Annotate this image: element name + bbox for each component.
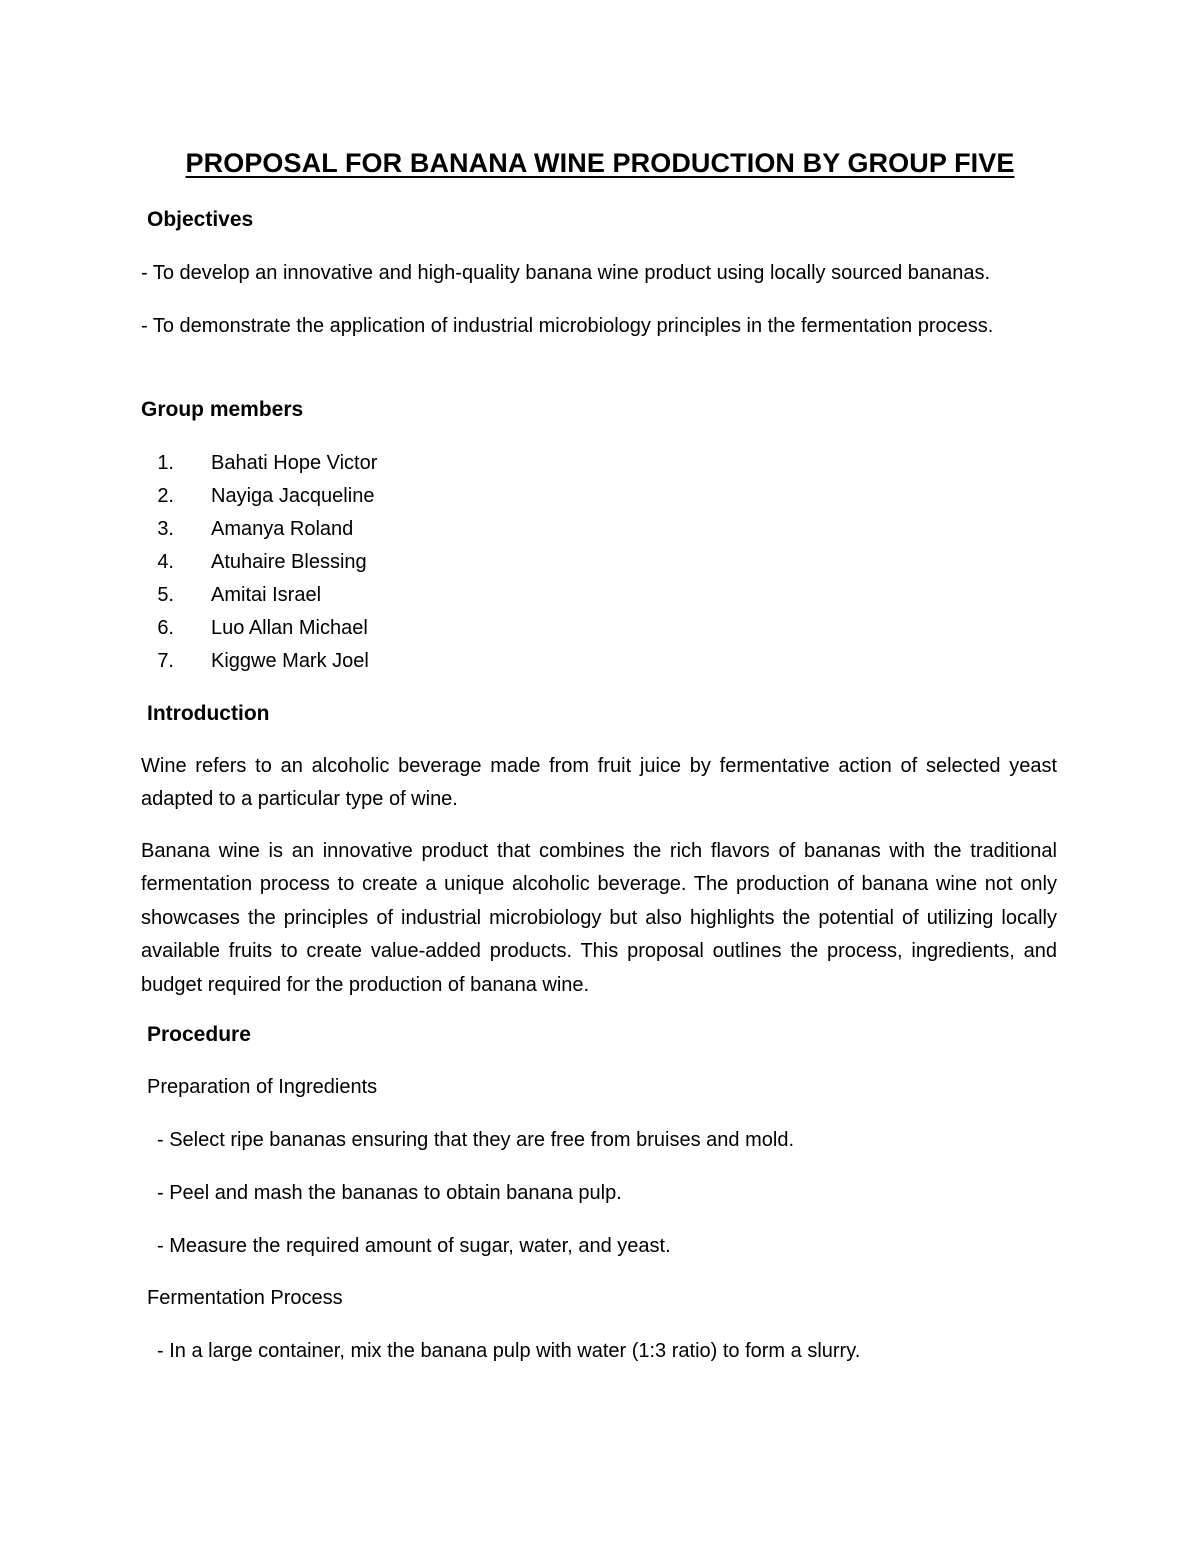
member-name: Atuhaire Blessing [211,551,367,573]
introduction-paragraph-2: Banana wine is an innovative product that combines the rich flavors of bananas with the traditional fermentation process to create a unique alcoholic beverage. The production of banana wine not only showcases the principles of industrial microbiology but also highlights the potential of utilizing locally available fruits to create value-added products. This proposal outlines the process, ingredients, and budget required for the production of banana wine. [141,840,1057,996]
list-item: 7. Kiggwe Mark Joel [157,650,369,672]
introduction-heading: Introduction [147,702,270,725]
member-name: Nayiga Jacqueline [211,485,375,507]
preparation-subheading: Preparation of Ingredients [147,1076,378,1098]
preparation-step-3: - Measure the required amount of sugar, water, and yeast. [157,1235,671,1257]
list-item: 6. Luo Allan Michael [157,617,368,639]
list-item: 5. Amitai Israel [157,584,322,606]
group-members-heading: Group members [141,398,304,421]
member-name: Bahati Hope Victor [211,452,378,474]
introduction-paragraph-1: Wine refers to an alcoholic beverage made from fruit juice by fermentative action of selected yeast adapted to a particular type of wine. [141,755,1057,811]
fermentation-subheading: Fermentation Process [147,1287,343,1309]
group-members-list [141,447,377,678]
objective-item-1: - To develop an innovative and high-quality banana wine product using locally sourced bananas. [141,262,991,284]
member-name: Kiggwe Mark Joel [211,650,369,672]
document-title: PROPOSAL FOR BANANA WINE PRODUCTION BY GROUP FIVE [185,148,1015,178]
preparation-step-1: - Select ripe bananas ensuring that they are free from bruises and mold. [157,1129,795,1151]
fermentation-step-1: - In a large container, mix the banana pulp with water (1:3 ratio) to form a slurry. [157,1340,861,1362]
list-item: 2. Nayiga Jacqueline [157,485,375,507]
objective-item-2: - To demonstrate the application of industrial microbiology principles in the fermentation process. [141,315,994,337]
list-item: 1. Bahati Hope Victor [157,452,378,474]
procedure-heading: Procedure [147,1023,251,1046]
preparation-step-2: - Peel and mash the bananas to obtain banana pulp. [157,1182,622,1204]
member-name: Luo Allan Michael [211,617,368,639]
list-item: 3. Amanya Roland [157,518,354,540]
member-name: Amanya Roland [211,518,354,540]
objectives-heading: Objectives [147,208,254,231]
member-name: Amitai Israel [211,584,322,606]
list-item: 4. Atuhaire Blessing [157,551,367,573]
